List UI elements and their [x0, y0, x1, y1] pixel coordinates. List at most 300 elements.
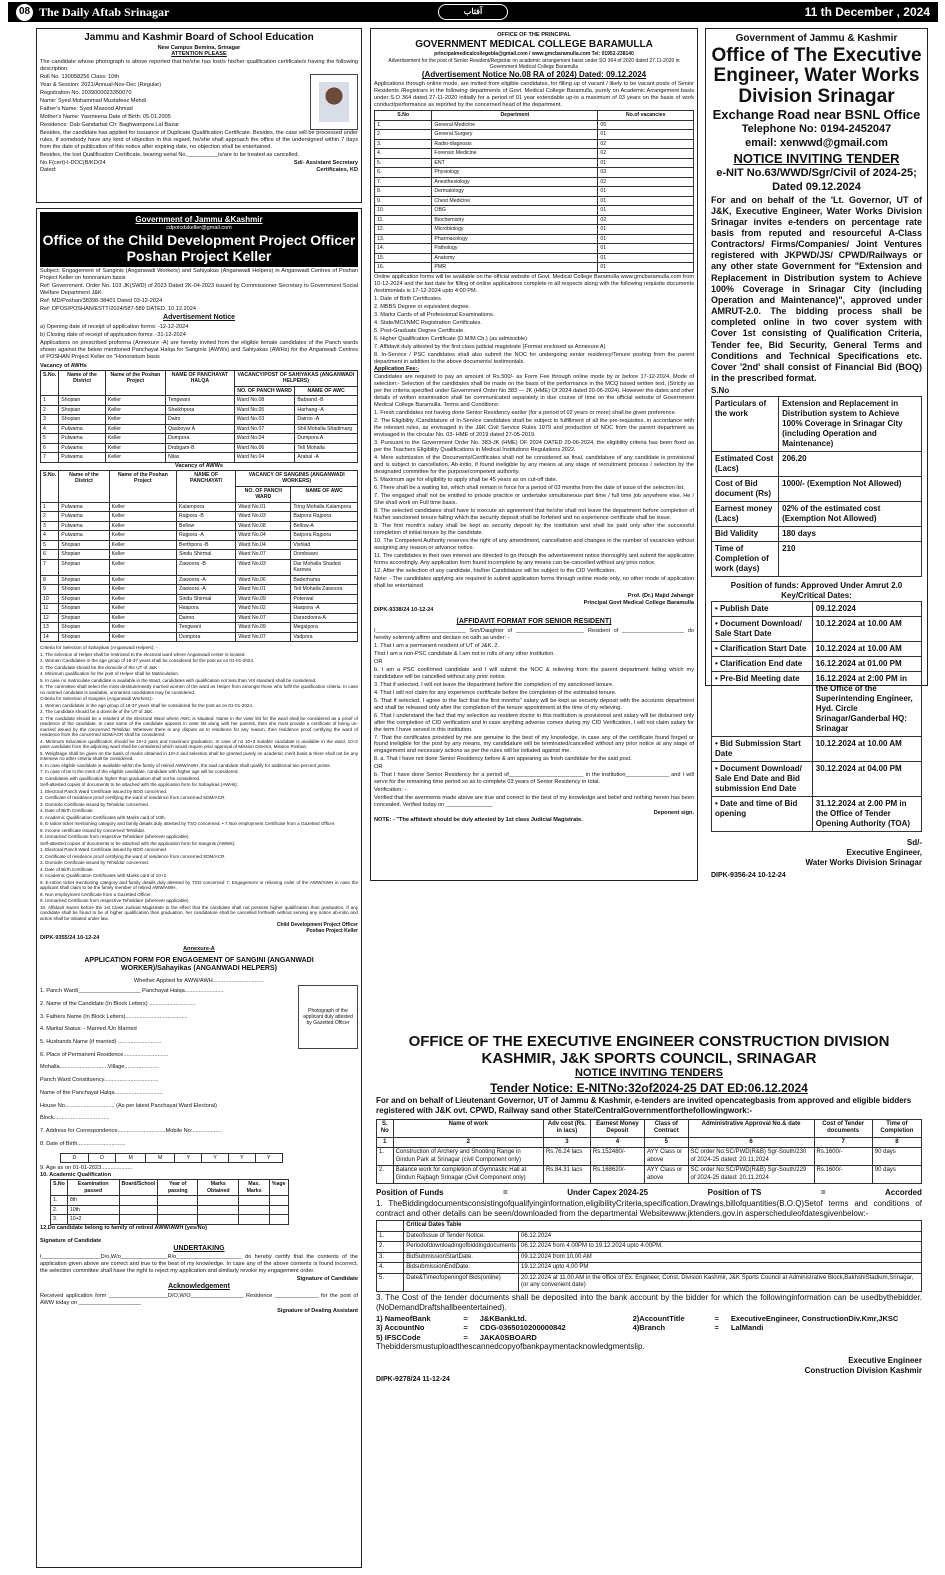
table-header: S.No. — [41, 470, 59, 502]
table-cell: 01 — [598, 225, 694, 235]
dob-boxes — [60, 1153, 283, 1164]
cdpo-signature — [40, 922, 358, 935]
table-header: No.of vacancies — [598, 111, 694, 121]
table-row — [712, 672, 922, 737]
table-cell: Pulwama — [59, 502, 109, 512]
table-cell: Ward No.09 — [236, 594, 291, 604]
table-cell: 9. — [375, 196, 432, 206]
table-cell: Anatomy — [432, 253, 598, 263]
detail-line: Father's Name: Syed Masood Ahmad — [40, 106, 133, 113]
table-cell: Sindu Shirmal — [177, 594, 236, 604]
ww-dates-table — [711, 601, 922, 832]
table-cell: • Clarification Start Date — [712, 642, 813, 657]
bank-cell: LalMandi — [730, 1323, 764, 1333]
table-cell: 06.12.2024 from 4.00PM to 19.12.2024 upto 4.00PM. — [519, 1242, 922, 1253]
table-cell: Physiology — [432, 168, 598, 178]
table-row — [712, 527, 922, 542]
table-cell: 01 — [598, 158, 694, 168]
table-cell — [158, 1196, 198, 1206]
criteria-line: 2. Certificate of residence proof certifying the ward of residence from concerned SDM/ACR. — [40, 853, 226, 859]
form-field: Block.................................... — [40, 1115, 110, 1122]
table-cell: 8th — [67, 1196, 119, 1206]
cdpo-adv-heading: Advertisement Notice — [163, 313, 235, 321]
gmc-principal: OFFICE OF THE PRINCIPAL — [497, 32, 571, 38]
table-cell: Keller — [105, 424, 165, 434]
sports-signature — [376, 1356, 922, 1376]
table-cell: Extension and Replacement in Distribution system to Achieve 100% Coverage in Srinagar City (including Operation and Maintenance) — [779, 397, 922, 452]
table-row — [375, 139, 694, 149]
awh-label: Vacancy of AWHs — [40, 362, 87, 369]
table-cell: Dumpora — [166, 434, 235, 444]
table-cell: Keller — [105, 396, 165, 406]
jkbose-sign-2: Certificates, KD — [316, 167, 358, 174]
table-cell: 1 — [41, 396, 59, 406]
table-header: Department — [432, 111, 598, 121]
table-row — [377, 1231, 922, 1242]
table-cell: Dairoo -A — [295, 415, 358, 425]
table-cell: 210 — [779, 542, 922, 577]
table-row — [712, 542, 922, 577]
criteria-line: 4. Date of Birth Certificate. — [40, 866, 94, 872]
table-cell: 9 — [41, 585, 59, 595]
table-cell: Ward No.03 — [236, 559, 291, 575]
ref-line: Ref: MD/Poshan/38398-38401 Dated 03-12-2024 — [40, 298, 163, 304]
criteria-line: 9. Unmarried Certificate from respective Tehsildare (wherever applicable) — [40, 898, 189, 904]
table-header: NAME OF PANCHAYAT/ — [177, 470, 236, 502]
form-acad: 10. Academic Qualification — [40, 1172, 111, 1179]
table-cell: 4. — [375, 149, 432, 159]
table-cell: Radio-diagnosis — [432, 139, 598, 149]
gmc-contact: principalmedicalcollegebla@gmail.com / www.gmcbaramulla.com Tel: 01952-238140 — [434, 51, 634, 58]
table-cell: Forensic Medicine — [432, 149, 598, 159]
table-cell: Sindu Shirmal — [177, 550, 236, 560]
table-cell: 01 — [598, 130, 694, 140]
gmc-intro: Applications through online mode, are invited from eligible candidates, for filling up of vacant / likely to be vacant posts of Senior Residents /Registrars in the following departments of Govt. Medical College Baramulla, purely on Academic Arrangement basis under S.O 364 dated 27-11-2020 initially for a period of 01 year extendable up-to a maximum of 03 years on the basis of work conduct/performance as reported by the concerned head of the department. — [374, 81, 694, 109]
table-cell: General Surgery — [432, 130, 598, 140]
table-cell: SC order No:SC/PWD(R&B) Sgr-South/230 of 2024-25 dated: 20.11.2024 — [688, 1148, 814, 1166]
jkbose-date-label: Dated: — [40, 167, 57, 174]
table-cell: Tengwani — [166, 396, 235, 406]
sports-title: OFFICE OF THE EXECUTIVE ENGINEER CONSTRUCTION DIVISION KASHMIR, J&K SPORTS COUNCIL, SRINAGAR — [408, 1033, 890, 1067]
affidavit-line: b. That I have done Senior Residency for a period of________________________ in the institution______________ and I will serve for the remaining time period so as to complete 03 years of Senior Residency in total. — [374, 772, 694, 786]
table-row — [41, 502, 358, 512]
table-cell: Dairo — [166, 415, 235, 425]
table-cell: 16.12.2024 at 2:00 PM in the Office of the Superintending Engineer, Hyd. Circle Srinagar/Ganderbal HQ: Srinagar — [812, 672, 921, 737]
table-header: NAME OF PANCHAYAT HALQA — [166, 370, 235, 396]
gmc-terms — [374, 410, 694, 590]
sports-p3: 3. The Cost of the tender documents shall be deposited into the bank account by the bidder for which the followinginformation can be usedbythebidder.(NoDemandDraftshallbeentertained). — [376, 1292, 922, 1312]
funds-item: = — [503, 1188, 508, 1198]
table-header: Examination passed — [67, 1180, 119, 1196]
date-line: a) Opening date of receipt of application forms: -12-12-2024 — [40, 323, 189, 330]
table-cell: 2. — [377, 1242, 404, 1253]
cdpo-dates — [40, 324, 358, 339]
jkbose-closing: Besides, the lost Qualification Certificate, bearing serial No.__________is/are to be treated as cancelled. — [40, 152, 300, 159]
aww-label: Vacancy of AWWs — [175, 462, 223, 469]
table-cell: PMR — [432, 263, 598, 273]
table-cell — [269, 1196, 288, 1206]
funds-item: Position of Funds — [376, 1188, 444, 1198]
table-cell: Time of Completion of work (days) — [712, 542, 779, 577]
table-cell: Keller — [109, 531, 176, 541]
ww-address: Exchange Road near BSNL Office — [712, 107, 921, 123]
table-header — [377, 1221, 404, 1232]
table-cell: 09.12.2024 — [812, 602, 921, 617]
table-row — [712, 397, 922, 452]
bank-line — [376, 1314, 922, 1323]
table-row — [375, 196, 694, 206]
aww-table — [40, 470, 358, 643]
criteria-line: 6. In case eligible candidate is available within the family of retired AWW/AWH, the said candidate shall qualify for additional two percent points. — [40, 762, 332, 768]
cdpo-refs — [40, 283, 358, 313]
table-row — [375, 244, 694, 254]
table-cell: 01 — [598, 196, 694, 206]
criteria-line: 6. E-ration ticket mentioning category and family details duly attested by TSO concerned. • 7.Non employment Certificate from a Gazetted Officer. — [40, 821, 336, 827]
gmc-online: Online application forms will be available on the official website of Govt. Medical College Baramulla www.gmcbaramulla.com from 10-12-2024 and the last date for filling of online applications complete in all respects along with the following requisite documents /testimonials is 17-12-2024 upto 4:00 PM. — [374, 273, 694, 294]
ack-heading: Acknowledgement — [168, 1283, 230, 1291]
affidavit-line: 4. That I will not claim for any experience certificate before the completion of the estimated tenure. — [374, 689, 617, 696]
table-row — [712, 617, 922, 642]
ww-key-dates: Key/Critical Dates: — [781, 591, 852, 601]
table-cell: Keller — [109, 550, 176, 560]
jkbose-sign-1: Sd/- Assistant Secretary — [293, 160, 358, 167]
detail-line: Year & Session: 2021/Annual-Nov-Dec (Regular) — [40, 82, 162, 89]
term-line: 2. The Eligibility /Candidature of In-Service candidates shall be subject to fulfillment of all the pre-requisites, in accordance with the relevant rules, as envisaged in the J&K Civil Service Rules 1979 and production of NOC from the parent department as envisaged in the circular No. 03- HME of 2019 dated 27-05-2019. — [374, 418, 694, 439]
table-row — [41, 443, 358, 453]
table-cell: Shopian — [59, 613, 109, 623]
ww-work-table — [711, 396, 922, 577]
table-row — [712, 762, 922, 797]
table-cell: Keller — [109, 575, 176, 585]
sig-candidate: Signature of Candidate — [40, 1237, 102, 1244]
doc-line: 7. Affidavit duly attested by the first class judicial magistrate (Format enclosed as Annexure A) — [374, 343, 606, 350]
criteria-line: 1. Women candidates in the age group of 18-37 years shall be considered for the post as on 01-01-2024. — [40, 702, 254, 708]
table-cell: Shopian — [59, 575, 109, 585]
masthead-logo: آفتاب — [438, 4, 508, 20]
form-retired: 12.Do candidate belong to family of retired AWW/AWH (yes/No) — [40, 1224, 208, 1231]
criteria-line: Self-attested copies of documents to be attached with the application form for Sahayikas (AWHs): — [40, 782, 238, 788]
criteria-line: 8. Non employment Certificate from a Gazetted Officer. — [40, 891, 152, 897]
table-cell: Shil Mohalla Shadimarg — [295, 424, 358, 434]
ww-dipk: DIPK-9356-24 10-12-24 — [711, 872, 786, 880]
awh-table — [40, 370, 358, 463]
form-field: 7. Address for Correspondence...............................Mobile No:................... — [40, 1128, 222, 1135]
table-cell: 4 — [41, 424, 59, 434]
table-cell: Vishlad — [291, 540, 358, 550]
table-cell: Ward No.07 — [236, 632, 291, 642]
form-field: House No................................ (As per latest Panchayat Ward Electoral) — [40, 1102, 217, 1109]
annexure-label: Annexure-A — [183, 945, 215, 952]
date-line: b) Closing date of receipt of application forms: -31-12-2024 — [40, 331, 186, 338]
table-row — [377, 1148, 922, 1166]
cdpo-sign-1: Child Development Project Officer — [276, 922, 358, 929]
table-cell: Shopian — [59, 604, 109, 614]
sports-intro: For and on behalf of Lieutenant Governor, UT of Jammu & Kashmir, e-tenders are invited opencategbasis from approved and eligible bidders registered with J&K ovt. CPWD, Railway sand other State/CentralGovernmentforthefollowingwork:- — [376, 1095, 912, 1115]
table-cell: 7 — [41, 453, 59, 463]
ww-sign-2: Water Works Division Srinagar — [805, 858, 922, 868]
table-cell: 01 — [598, 253, 694, 263]
table-header: NAME OF AWC — [295, 386, 358, 396]
ref-line: Ref: DPOS/POSHAN/ESTT/2024/587-589 DATED. 10.12.2024 — [40, 305, 196, 312]
term-line: 8. The selected candidates shall have to execute an agreement that he/she shall not leave the department before completion of his/her sanctioned tenure failing which the security deposit shall be forfeited and no experience certificate shall be issue. — [374, 508, 694, 522]
term-line: 12. After the selection of any candidate, his/her Candidature will be subject to the CID Verification. — [374, 568, 616, 575]
cdpo-email: cdpoicdskeller@gmail.com — [166, 225, 232, 231]
table-cell: 10 — [41, 594, 59, 604]
table-row — [51, 1215, 289, 1225]
table-cell: Keller — [109, 540, 176, 550]
table-cell: 8. — [375, 187, 432, 197]
form-field: Panch Ward Constituency................................... — [40, 1077, 159, 1084]
table-header: 3 — [543, 1137, 590, 1148]
table-cell: 01 — [598, 206, 694, 216]
table-cell: 10. — [375, 206, 432, 216]
table-header: Class of Contract — [644, 1119, 688, 1137]
table-cell: Dombwani — [291, 550, 358, 560]
table-cell: 1000/- (Exemption Not Allowed) — [779, 477, 922, 502]
jkbose-notice — [36, 28, 362, 203]
table-row — [712, 737, 922, 762]
gmc-notice — [370, 28, 698, 881]
table-cell: 10+2 — [67, 1215, 119, 1225]
table-cell: Haspora — [177, 604, 236, 614]
affidavit-line: That I am a non-PSC candidate & I am not in rolls of any other institution. — [374, 650, 555, 657]
table-cell: Harhang -A — [295, 405, 358, 415]
table-cell: 11. — [375, 215, 432, 225]
gmc-fee-text: Candidates are required to pay an amount of Rs.500/- as Form Fee through online mode by or before 17-12-2024. Mode of selection:- Selection of the candidates shall be made on the basis of the performance in the MCQ based written test, (Strictly as per the criteria specified under Government Order No 383 — JK (HME) Of 2024 dated 20-06-2024). However the dates and other details of written examination shall be communicated separately in due course of time on the official website of Government Medical College Baramulla. Terms and Conditions: — [374, 374, 694, 409]
table-cell: 90 days — [872, 1148, 921, 1166]
table-cell: 01 — [598, 187, 694, 197]
form-field: 8. Date of Birth............................... — [40, 1140, 126, 1147]
term-line: 9. The first month's salary shall be kept as security deposit by the institution and shall be paid only after the successful completion of initial tenure by the candidate. — [374, 523, 694, 537]
table-row — [375, 177, 694, 187]
table-row — [41, 613, 358, 623]
bank-cell: CDG-0365010200000842 — [479, 1323, 566, 1333]
table-cell: Ward No.01 — [236, 502, 291, 512]
cdpo-title: Office of the Child Development Project Officer Poshan Project Keller — [42, 231, 356, 264]
table-row — [712, 502, 922, 527]
criteria-line: 1. Electoral Panch Ward Certificate issued by BDO concerned. — [40, 847, 168, 853]
table-cell: Ward No.04 — [234, 453, 295, 463]
table-cell: Date&Timeofopeningof Bids(online) — [404, 1273, 519, 1291]
table-cell: Keller — [109, 559, 176, 575]
criteria-line: 5. Weightage shall be given on the basis of marks obtained in 10+2 and selection shall be granted purely on academic merit basis & there shall not be any interview no other criteria shall be considered. — [40, 750, 358, 762]
table-cell: Ward No.04 — [236, 540, 291, 550]
table-cell: 10th — [67, 1205, 119, 1215]
bank-cell: 3) AccountNo — [376, 1323, 425, 1333]
ww-govt: Government of Jammu & Kashmir — [735, 33, 898, 44]
table-cell: Pulwama — [59, 531, 109, 541]
dob-cell: M — [116, 1153, 146, 1163]
table-header: Board/School — [119, 1180, 158, 1196]
table-cell: Shopian — [59, 585, 109, 595]
table-cell: Keller — [109, 585, 176, 595]
table-cell: Shopian — [59, 559, 109, 575]
sports-bank — [376, 1314, 922, 1342]
table-header: %age — [269, 1180, 288, 1196]
term-line: 10. The Competent Authority reserves the right of any amendment, cancellation and changes in the number of vacancies without assigning any reason or advance notice. — [374, 538, 694, 552]
table-cell: Ward No.06 — [236, 575, 291, 585]
ww-funds: Position of funds: Approved Under Amrut 2.0 — [730, 581, 903, 591]
table-cell: Megalpora — [291, 623, 358, 633]
masthead — [8, 2, 938, 22]
table-row — [51, 1196, 289, 1206]
ww-nit: NOTICE INVITING TENDER — [733, 150, 900, 166]
table-cell: Rs.84.31 lacs — [543, 1166, 590, 1184]
table-cell: Teli Mohalla — [295, 443, 358, 453]
table-cell: 2 — [41, 512, 59, 522]
table-row — [375, 168, 694, 178]
table-cell: 6. — [375, 168, 432, 178]
criteria-line: 10. Affidavit Sworn before the 1st Class Judicial Magistrate to the effect that the candidate shall not possess higher qualification than graduation. If any candidate shall be found to be of higher qualification than graduation, her candidature shall be cancelled forthwith without serving any notice ab-initio and action shall be initiated under law. — [40, 904, 358, 921]
table-cell: Ward No.03 — [236, 512, 291, 522]
table-cell: Dermatology — [432, 187, 598, 197]
table-row — [375, 234, 694, 244]
table-cell: Batpora Rajpora — [291, 531, 358, 541]
table-cell: 2. — [377, 1166, 394, 1184]
table-cell: Shopian — [59, 623, 109, 633]
table-cell: 30.12.2024 at 04.00 PM — [812, 762, 921, 797]
table-cell: 16.12.2024 at 01.00 PM — [812, 657, 921, 672]
term-line: 7. The engaged shall not be entitled to private practice or undertake simultaneous part time / full time job anywhere else. He / She shall work on Full time basis. — [374, 493, 694, 507]
table-cell: 06.12.2024 — [519, 1231, 922, 1242]
table-cell: Teli Mohalla Zawoora — [291, 585, 358, 595]
criteria-line: 3. The Candidate should be the domicile of the UT of J&K — [40, 664, 158, 670]
table-cell: 01 — [598, 234, 694, 244]
table-cell: Keller — [109, 502, 176, 512]
table-cell: Ward No.07 — [236, 550, 291, 560]
table-cell: Arabal -A — [295, 453, 358, 463]
table-cell: 3. — [377, 1252, 404, 1263]
gmc-fee-label: Application Fee:- — [374, 366, 420, 373]
table-cell: Keller — [105, 415, 165, 425]
form-field: 6. Place of Permanent Residence............................. — [40, 1051, 169, 1058]
table-cell: 8 — [41, 575, 59, 585]
table-cell: 2. — [51, 1205, 68, 1215]
table-header: Administrative Approval No.& date — [688, 1119, 814, 1137]
table-cell: Vadpora — [291, 632, 358, 642]
table-header: Marks Obtained — [198, 1180, 239, 1196]
affidavit-line: OR — [374, 658, 383, 665]
candidate-photo — [310, 74, 358, 130]
table-cell: Bellow — [177, 521, 236, 531]
page-number: 08 — [16, 4, 33, 21]
funds-item: Under Capex 2024-25 — [567, 1188, 649, 1198]
table-cell: 02 — [598, 177, 694, 187]
table-cell: Zawoora -B — [177, 559, 236, 575]
jkbose-address: New Campus Bemina, Srinagar — [157, 44, 241, 51]
right-column — [705, 28, 928, 1058]
bank-cell: = — [463, 1323, 468, 1333]
table-cell: 4 — [41, 531, 59, 541]
table-row — [41, 559, 358, 575]
table-cell: 14 — [41, 632, 59, 642]
table-cell: Chest Medicine — [432, 196, 598, 206]
detail-line: Name: Syed Mohammad Mustafeez Mehdi — [40, 98, 147, 105]
table-cell — [198, 1205, 239, 1215]
table-header: 7 — [814, 1137, 872, 1148]
table-cell: AYY Class or above — [644, 1166, 688, 1184]
bank-cell: 2)AccountTitle — [632, 1313, 685, 1323]
table-header: 5 — [644, 1137, 688, 1148]
cdpo-govt: Government of Jammu &Kashmir — [135, 215, 263, 224]
table-cell: Rs.168620/- — [590, 1166, 644, 1184]
table-header: 1 — [377, 1137, 394, 1148]
table-header: 2 — [393, 1137, 543, 1148]
dob-cell: M — [145, 1153, 175, 1163]
gmc-dept-table — [374, 110, 694, 273]
table-header: Adv cost (Rs. in lacs) — [543, 1119, 590, 1137]
table-cell: 13 — [41, 623, 59, 633]
sports-notice: Tender Notice: E-NITNo:32of2024-25 DAT ED:06.12.2024 — [490, 1080, 808, 1095]
table-cell: Ward No.08 — [236, 521, 291, 531]
table-row — [375, 130, 694, 140]
gmc-sign-1: Prof. (Dr.) Majid Jahangir — [627, 593, 694, 600]
ww-title: Office of The Executive Engineer, Water Works Division Srinagar — [711, 44, 922, 107]
term-line: 4. Mere submission of the Documents/Certificates shall not be considered as final, candidature of any candidate is provisional and is subject to cancellation, Ab-initio, if found ineligible by any means at any stage of recruitment process / selection by the designated committee for the purpose/competent authority. — [374, 455, 694, 476]
table-cell — [198, 1215, 239, 1225]
table-cell — [158, 1215, 198, 1225]
table-cell: Dateofissue of Tender Notice. — [404, 1231, 519, 1242]
affidavit-line: OR — [374, 764, 383, 771]
funds-item: = — [820, 1188, 826, 1198]
gmc-sign-2: Principal Govt Medical College Baramulla — [583, 600, 694, 606]
table-row — [712, 642, 922, 657]
doc-line: 5. Post-Graduate Degree Certificate. — [374, 327, 465, 334]
undertaking-heading: UNDERTAKING — [173, 1244, 225, 1252]
table-cell — [198, 1196, 239, 1206]
form-field: 1. Panch Ward/____________________ Panchayat Halqa......................... — [40, 988, 224, 995]
table-header: Critical Dates Table — [404, 1221, 922, 1232]
table-header: S.No — [51, 1180, 68, 1196]
table-header: Name of the Poshan Project — [109, 470, 176, 502]
table-cell: 19.12.2024 upto 4.00 PM — [519, 1263, 922, 1274]
table-cell: Rs.152480/- — [590, 1148, 644, 1166]
table-row — [712, 657, 922, 672]
table-cell: 7. — [375, 177, 432, 187]
criteria-line: 2. Women Candidates in the age group of 18-37 years shall be considered for the post as on 01-01-2024. — [40, 658, 255, 664]
table-cell: Keller — [109, 623, 176, 633]
table-cell — [119, 1196, 158, 1206]
table-cell: 10.12.2024 at 10.00 AM — [812, 642, 921, 657]
table-cell: Pulwama — [59, 443, 105, 453]
table-cell: 2 — [41, 405, 59, 415]
table-cell: 20.12.2024 at 11.00 AM in the office of Ex. Engineer, Const. Division Kashmir, J&K Sports Council at Administrative Block,BakhshiStadium,Srinagar, (or any convenient date) — [519, 1273, 922, 1291]
criteria-line: 3. The candidate should be a resident of the Electoral Ward where AWC is situated. Name in the voter list for the ward shall be considered as a proof of residence of the candidate. In case name of the candidate appears in voter list along with her parents, then she must provide a certificate of being un-married issued by the concerned Tehsildar. Wherever there is any dispute as to residence for any reason, then residence proof certifying the ward of residence from the concerned SDM/ACR shall be considered. — [40, 715, 358, 738]
table-row — [375, 120, 694, 130]
table-row — [41, 424, 358, 434]
table-header: Name of work — [393, 1119, 543, 1137]
table-row — [41, 604, 358, 614]
table-header: S.No — [375, 111, 432, 121]
term-line: 5. Maximum age for eligibility to apply shall be 45 years as on cut-off date. — [374, 477, 558, 484]
table-cell: • Publish Date — [712, 602, 813, 617]
dob-cell: Y — [255, 1153, 282, 1163]
affidavit-line: b. I am a PSC confirmed candidate and I will submit the NOC & relieving from the parent department failing which my candidature will be cancelled without any prior notice. — [374, 666, 694, 680]
table-cell: Shopian — [59, 594, 109, 604]
table-cell: 1. — [51, 1196, 68, 1206]
table-cell: 4. — [377, 1263, 404, 1274]
table-cell: 16. — [375, 263, 432, 273]
table-cell: Keller — [105, 434, 165, 444]
bank-cell: JAKA0SBOARD — [479, 1332, 537, 1342]
table-cell: Dumpora A — [295, 434, 358, 444]
table-cell: 7 — [41, 559, 59, 575]
table-cell: Rs.1600/- — [814, 1166, 872, 1184]
affidavit-line: 5. That if selected, I agree to the fact that the first months" salary will be kept as security deposit with the accounts department and shall be released only after the completion of the tenure appointment at the time of my relieving. — [374, 697, 694, 711]
form-field: 3. Fathers Name (In Block Letters)........................................ — [40, 1013, 188, 1020]
table-header: NAME OF AWC — [291, 486, 358, 502]
table-cell: Keller — [109, 512, 176, 522]
